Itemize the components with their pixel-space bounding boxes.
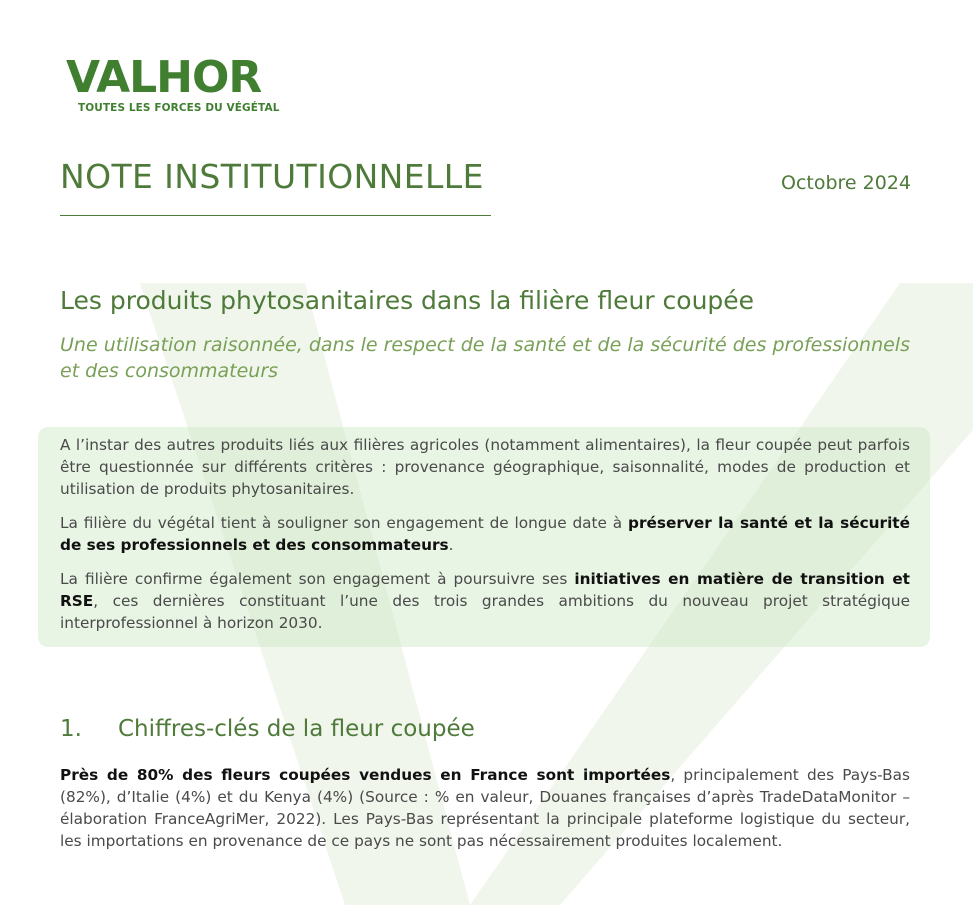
intro-text [60,434,910,646]
document-subtitle: Une utilisation raisonnée, dans le respect de la santé et de la sécurité des professionnels et des consommateurs [60,334,910,382]
section-1-title: Chiffres-clés de la fleur coupée [118,716,475,742]
logo-tagline: TOUTES LES FORCES DU VÉGÉTAL [78,102,280,114]
intro-paragraph-2 [60,512,910,556]
section-1-body [60,764,910,852]
intro-p3-end: , ces dernières constituant l’une des trois grandes ambitions du nouveau projet stratégique interprofessionnel à horizon 2030. [60,592,910,632]
logo-wordmark: VALHOR [66,52,262,103]
section-1-paragraph-1 [60,764,910,852]
intro-p3-emphasis: initiatives en matière de transition et RSE [60,570,910,610]
section-1-heading [60,716,475,742]
document-date: Octobre 2024 [780,172,911,194]
header-divider [60,215,491,216]
intro-p2-end: . [448,536,454,554]
document-type: NOTE INSTITUTIONNELLE [60,157,484,196]
section-1-emphasis: Près de 80% des fleurs coupées vendues en France sont importées [60,766,671,784]
valhor-logo [66,52,286,114]
document-title: Les produits phytosanitaires dans la filière fleur coupée [60,286,755,315]
intro-p2-text: La filière du végétal tient à souligner son engagement de longue date à [60,514,629,532]
intro-p3-text: La filière confirme également son engagement à poursuivre ses [60,570,575,588]
section-1-number: 1. [60,716,82,742]
section-1-text: , principalement des Pays-Bas (82%), d’Italie (4%) et du Kenya (4%) (Source : % en valeur, Douanes françaises d’après TradeDataMonitor – élaboration FranceAgriMer, 2022). Les Pays-Bas représentant la principale plateforme logistique du secteur, les importations en provenance de ce pays ne sont pas nécessairement produites localement. [60,766,910,850]
intro-paragraph-1: A l’instar des autres produits liés aux filières agricoles (notamment alimentaires), la fleur coupée peut parfois être questionnée sur différents critères : provenance géographique, saisonnalité, modes de production et utilisation de produits phytosanitaires. [60,436,910,498]
intro-paragraph-3 [60,568,910,634]
intro-p2-emphasis: préserver la santé et la sécurité de ses professionnels et des consommateurs [60,514,910,554]
